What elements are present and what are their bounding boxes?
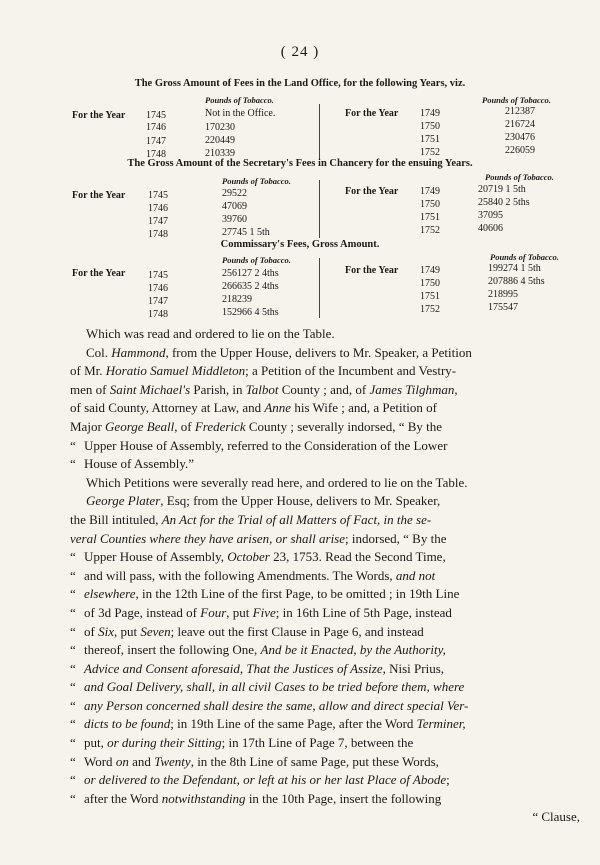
- text-line: Major George Beall, of Frederick County ; severally indorsed, “ By the: [70, 418, 443, 434]
- secretary-value: 29522: [222, 188, 247, 199]
- text-line: veral Counties where they have arisen, or shall arise; indorsed, “ By the: [70, 530, 447, 546]
- secretary-year: 1745: [148, 190, 168, 201]
- secretary-value: 20719 1 5th: [478, 184, 526, 195]
- commissary-col-head-left: Pounds of Tobacco.: [222, 255, 291, 265]
- secretary-year: 1748: [148, 229, 168, 240]
- text-line: George Plater, Esq; from the Upper House, delivers to Mr. Speaker,: [86, 493, 441, 509]
- commissary-year: 1752: [420, 304, 440, 315]
- column-divider: [319, 104, 320, 160]
- page-number: ( 24 ): [280, 44, 320, 60]
- text-line: Which Petitions were severally read here, and ordered to lie on the Table.: [86, 474, 468, 490]
- text-line: “ any Person concerned shall desire the same, allow and direct special Ver-: [70, 697, 469, 713]
- secretary-value: 40606: [478, 223, 503, 234]
- land-office-year: 1752: [420, 147, 440, 158]
- body-text: [70, 325, 598, 827]
- commissary-year: 1749: [420, 265, 440, 276]
- land-office-value: 216724: [505, 119, 535, 130]
- commissary-value: 218239: [222, 294, 252, 305]
- secretary-for-the-year-left: For the Year: [72, 190, 126, 201]
- secretary-col-head-left: Pounds of Tobacco.: [222, 176, 291, 186]
- land-office-heading: The Gross Amount of Fees in the Land Office, for the following Years, viz.: [134, 78, 466, 89]
- text-line: “ thereof, insert the following One, And be it Enacted, by the Authority,: [70, 642, 446, 658]
- secretary-year: 1751: [420, 212, 440, 223]
- land-office-value: 170230: [205, 122, 235, 133]
- land-office-value: Not in the Office.: [205, 108, 276, 119]
- land-office-value: 212387: [505, 106, 535, 117]
- text-line: men of Saint Michael's Parish, in Talbot County ; and, of James Tilghman,: [70, 381, 458, 397]
- text-line: “ and Goal Delivery, shall, in all civil Cases to be tried before them, where: [70, 679, 465, 695]
- text-line: “ dicts to be found; in 19th Line of the same Page, after the Word Terminer,: [70, 716, 466, 732]
- commissary-year: 1750: [420, 278, 440, 289]
- land-office-year: 1747: [146, 136, 166, 147]
- text-line: Col. Hammond, from the Upper House, delivers to Mr. Speaker, a Petition: [86, 344, 472, 360]
- commissary-value: 207886 4 5ths: [488, 276, 545, 287]
- text-line: the Bill intituled, An Act for the Trial of all Matters of Fact, in the se-: [70, 511, 432, 527]
- secretary-year: 1747: [148, 216, 168, 227]
- secretary-for-the-year-right: For the Year: [345, 186, 399, 197]
- secretary-value: 37095: [478, 210, 503, 221]
- land-office-year: 1748: [146, 149, 166, 160]
- land-office-year: 1745: [146, 110, 166, 121]
- commissary-year: 1746: [148, 283, 168, 294]
- land-office-year: 1749: [420, 108, 440, 119]
- commissary-heading: Commissary's Fees, Gross Amount.: [220, 239, 380, 250]
- secretary-year: 1749: [420, 186, 440, 197]
- commissary-for-the-year-right: For the Year: [345, 265, 399, 276]
- secretary-value: 27745 1 5th: [222, 227, 270, 238]
- commissary-col-head-right: Pounds of Tobacco.: [490, 252, 559, 262]
- land-office-year: 1750: [420, 121, 440, 132]
- secretary-value: 47069: [222, 201, 247, 212]
- land-office-value: 230476: [505, 132, 535, 143]
- commissary-year: 1748: [148, 309, 168, 320]
- text-line: “ and will pass, with the following Amendments. The Words, and not: [70, 567, 436, 583]
- column-divider: [319, 180, 320, 238]
- land-office-for-the-year-right: For the Year: [345, 108, 399, 119]
- secretary-year: 1752: [420, 225, 440, 236]
- column-divider: [319, 258, 320, 318]
- land-office-value: 226059: [505, 145, 535, 156]
- text-line: “ after the Word notwithstanding in the 10th Page, insert the following: [70, 790, 442, 806]
- commissary-value: 256127 2 4ths: [222, 268, 279, 279]
- land-office-col-head-right: Pounds of Tobacco.: [482, 95, 551, 105]
- commissary-value: 152966 4 5ths: [222, 307, 279, 318]
- commissary-value: 266635 2 4ths: [222, 281, 279, 292]
- secretary-col-head-right: Pounds of Tobacco.: [485, 172, 554, 182]
- commissary-year: 1751: [420, 291, 440, 302]
- text-line: “ Advice and Consent aforesaid, That the Justices of Assize, Nisi Prius,: [70, 660, 445, 676]
- commissary-value: 175547: [488, 302, 518, 313]
- text-line: of said County, Attorney at Law, and Anne his Wife ; and, a Petition of: [70, 400, 437, 416]
- commissary-year: 1745: [148, 270, 168, 281]
- text-line: Which was read and ordered to lie on the Table.: [86, 326, 335, 341]
- land-office-col-head-left: Pounds of Tobacco.: [205, 95, 274, 105]
- secretary-year: 1746: [148, 203, 168, 214]
- commissary-year: 1747: [148, 296, 168, 307]
- catchword: “ Clause,: [532, 809, 580, 825]
- commissary-value: 218995: [488, 289, 518, 300]
- secretary-value: 39760: [222, 214, 247, 225]
- text-line: “ put, or during their Sitting; in 17th Line of Page 7, between the: [70, 735, 414, 751]
- text-line: “ elsewhere, in the 12th Line of the first Page, to be omitted ; in 19th Line: [70, 586, 460, 602]
- land-office-for-the-year-left: For the Year: [72, 110, 126, 121]
- text-line: “ or delivered to the Defendant, or left at his or her last Place of Abode;: [70, 772, 450, 788]
- text-line: “ of 3d Page, instead of Four, put Five; in 16th Line of 5th Page, instead: [70, 604, 452, 620]
- land-office-value: 210339: [205, 148, 235, 159]
- text-line: “ House of Assembly.”: [70, 456, 195, 472]
- text-line: “ Upper House of Assembly, October 23, 1753. Read the Second Time,: [70, 549, 446, 565]
- text-line: of Mr. Horatio Samuel Middleton; a Petition of the Incumbent and Vestry-: [70, 363, 457, 379]
- secretary-year: 1750: [420, 199, 440, 210]
- commissary-for-the-year-left: For the Year: [72, 268, 126, 279]
- text-line: “ of Six, put Seven; leave out the first Clause in Page 6, and instead: [70, 623, 424, 639]
- land-office-year: 1751: [420, 134, 440, 145]
- land-office-value: 220449: [205, 135, 235, 146]
- text-line: “ Word on and Twenty, in the 8th Line of same Page, put these Words,: [70, 753, 439, 769]
- commissary-value: 199274 1 5th: [488, 263, 541, 274]
- land-office-year: 1746: [146, 122, 166, 133]
- text-line: “ Upper House of Assembly, referred to the Consideration of the Lower: [70, 437, 448, 453]
- secretary-heading: The Gross Amount of the Secretary's Fees in Chancery for the ensuing Years.: [127, 158, 473, 169]
- secretary-value: 25840 2 5ths: [478, 197, 530, 208]
